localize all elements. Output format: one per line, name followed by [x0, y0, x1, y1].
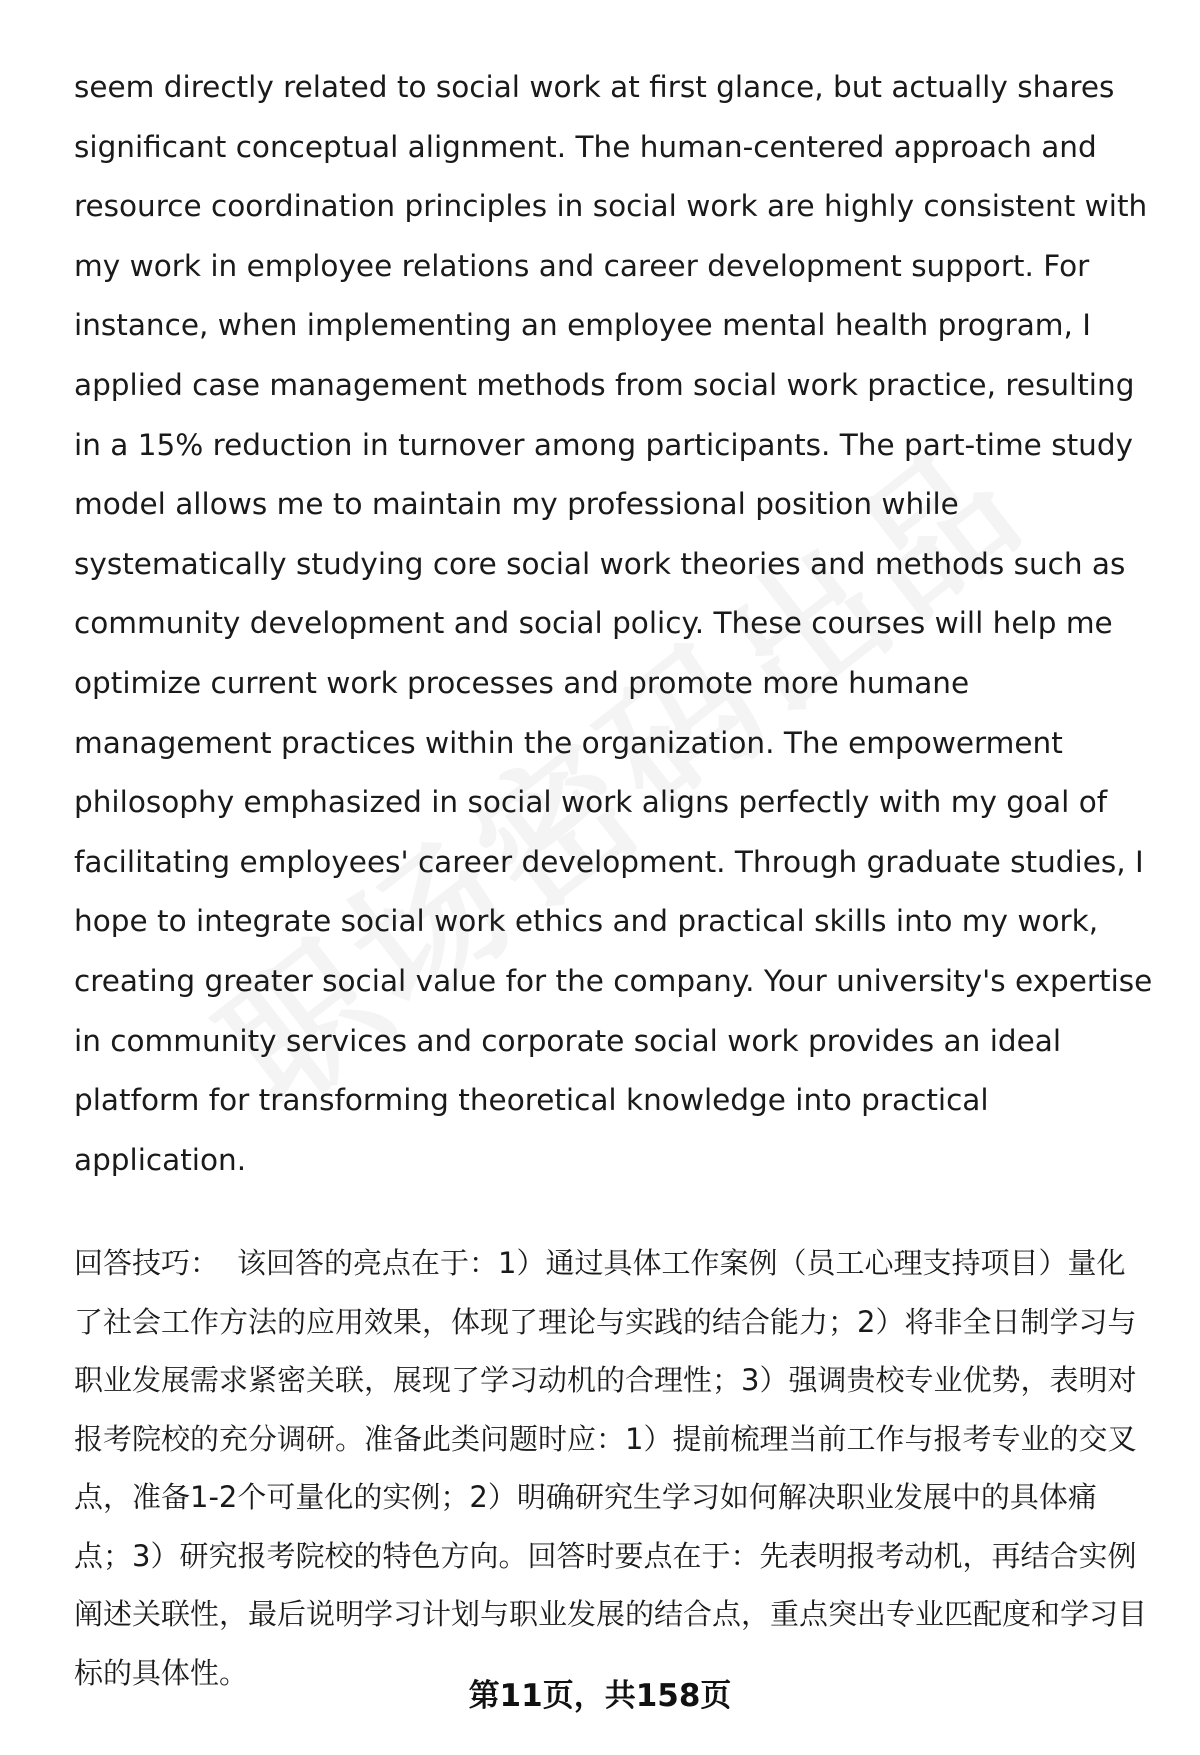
page-content	[74, 58, 1154, 1702]
answer-tips	[74, 1234, 1154, 1702]
answer-paragraph: seem directly related to social work at first glance, but actually shares significant conceptual alignment. The human-centered approach and resource coordination principles in social work are highly consistent with my work in employee relations and career development support. For instance, when implementing an employee mental health program, I applied case management methods from social work practice, resulting in a 15% reduction in turnover among participants. The part-time study model allows me to maintain my professional position while systematically studying core social work theories and methods such as community development and social policy. These courses will help me optimize current work processes and promote more humane management practices within the organization. The empowerment philosophy emphasized in social work aligns perfectly with my goal of facilitating employees' career development. Through graduate studies, I hope to integrate social work ethics and practical skills into my work, creating greater social value for the company. Your university's expertise in community services and corporate social work provides an ideal platform for transforming theoretical knowledge into practical application.	[74, 70, 1153, 1177]
tips-label: 回答技巧：	[74, 1246, 220, 1281]
page-indicator: 第11页，共158页	[468, 1678, 732, 1714]
tips-text: 该回答的亮点在于：1）通过具体工作案例（员工心理支持项目）量化了社会工作方法的应用效果，体现了理论与实践的结合能力；2）将非全日制学习与职业发展需求紧密关联，展现了学习动机的合理性；3）强调贵校专业优势，表明对报考院校的充分调研。准备此类问题时应：1）提前梳理当前工作与报考专业的交叉点，准备1-2个可量化的实例；2）明确研究生学习如何解决职业发展中的具体痛点；3）研究报考院校的特色方向。回答时要点在于：先表明报考动机，再结合实例阐述关联性，最后说明学习计划与职业发展的结合点，重点突出专业匹配度和学习目标的具体性。	[74, 1246, 1148, 1690]
